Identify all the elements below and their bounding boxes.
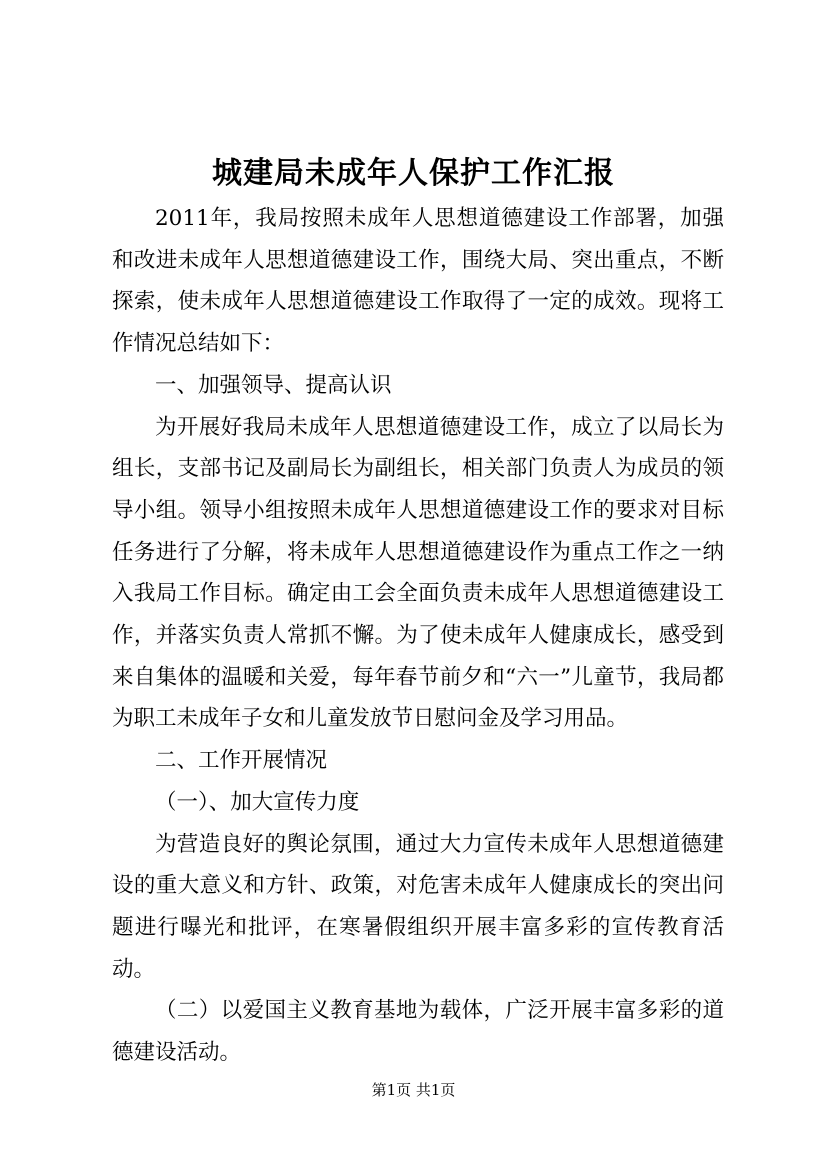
page-footer: 第1页 共1页 [371, 1081, 456, 1099]
paragraph-intro: 2011年，我局按照未成年人思想道德建设工作部署，加强和改进未成年人思想道德建设工作，围绕大局、突出重点，不断探索，使未成年人思想道德建设工作取得了一定的成效。现将工作情况总结如下： [112, 206, 724, 357]
paragraph-section-1: 为开展好我局未成年人思想道德建设工作，成立了以局长为组长，支部书记及副局长为副组长，相关部门负责人为成员的领导小组。领导小组按照未成年人思想道德建设工作的要求对目标任务进行了分解，将未成年人思想道德建设作为重点工作之一纳入我局工作目标。确定由工会全面负责未成年人思想道德建设工作，并落实负责人常抓不懈。为了使未成年人健康成长，感受到来自集体的温暖和关爱，每年春节前夕和“六一”儿童节，我局都为职工未成年子女和儿童发放节日慰问金及学习用品。 [112, 414, 724, 732]
heading-section-1: 一、加强领导、提高认识 [155, 372, 392, 398]
subheading-2-1: （一）、加大宣传力度 [155, 789, 360, 815]
heading-section-2: 二、工作开展情况 [155, 748, 328, 774]
document-title: 城建局未成年人保护工作汇报 [212, 156, 615, 191]
subheading-2-2: （二）以爱国主义教育基地为载体，广泛开展丰富多彩的道德建设活动。 [112, 998, 724, 1066]
document-body [112, 198, 724, 1074]
paragraph-2-1: 为营造良好的舆论氛围，通过大力宣传未成年人思想道德建设的重大意义和方针、政策，对危害未成年人健康成长的突出问题进行曝光和批评，在寒暑假组织开展丰富多彩的宣传教育活动。 [112, 831, 724, 982]
